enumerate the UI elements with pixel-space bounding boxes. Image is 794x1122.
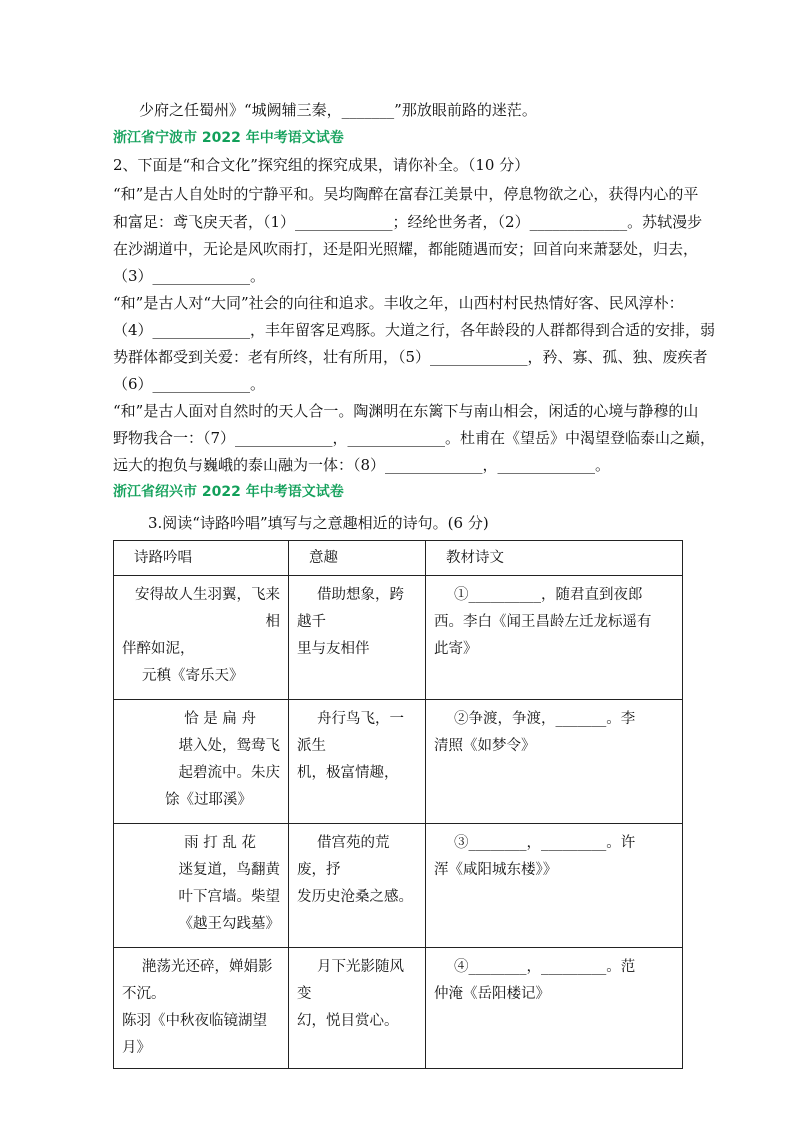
header-poem: 诗路吟唱: [114, 541, 289, 576]
textbook-cell: [426, 948, 683, 1069]
poem-cell: [114, 576, 289, 700]
poem-line: 迷复道，鸟翻黄: [178, 862, 280, 878]
text-line: 西。李白《闻王昌龄左迁龙标遥有: [434, 614, 652, 630]
table-row: [114, 576, 683, 700]
poem-line: 起碧流中。朱庆: [178, 765, 280, 781]
poem-cell: [114, 700, 289, 824]
text-line: ③________，_________。许: [454, 835, 636, 851]
poem-line: 元稹《寄乐天》: [142, 668, 244, 684]
q2-line: （3）_____________。: [113, 267, 266, 285]
meaning-line: 幻，悦目赏心。: [297, 1013, 399, 1029]
q2-line: “和”是古人面对自然时的天人合一。陶渊明在东篱下与南山相会，闲适的心境与静穆的山: [113, 402, 699, 420]
text-line: 此寄》: [434, 641, 478, 657]
q2-line: 野物我合一：（7）_____________，_____________。杜甫在《望岳》中渴望登临泰山之巅，: [113, 429, 716, 447]
poem-cell: [114, 948, 289, 1069]
q2-line: 远大的抱负与巍峨的泰山融为一体：（8）_____________，_____________。: [113, 456, 611, 474]
text-line: ②争渡，争渡，_______。李: [454, 711, 636, 727]
meaning-line: 舟行鸟飞，一派生: [297, 711, 404, 754]
section-title-shaoxing: 浙江省绍兴市 2022 年中考语文试卷: [113, 484, 344, 500]
text-line: 浑《咸阳城东楼》》: [434, 862, 558, 878]
poem-line: 滟荡光还碎，婵娟影不沉。: [122, 959, 273, 1002]
poem-line: 恰 是 扁 舟: [184, 711, 256, 727]
text-line: 清照《如梦令》: [434, 738, 536, 754]
textbook-cell: [426, 700, 683, 824]
poem-cell: [114, 824, 289, 948]
poem-line: 陈羽《中秋夜临镜湖望月》: [122, 1013, 267, 1056]
table-row: [114, 948, 683, 1069]
meaning-cell: [289, 576, 426, 700]
meaning-cell: [289, 948, 426, 1069]
meaning-cell: [289, 824, 426, 948]
text-line: ④________，_________。范: [454, 959, 636, 975]
header-meaning: 意趣: [289, 541, 426, 576]
q2-line: 在沙湖道中，无论是风吹雨打，还是阳光照耀，都能随遇而安；回首向来萧瑟处，归去，: [113, 240, 699, 258]
q2-line: “和”是古人自处时的宁静平和。吴均陶醉在富春江美景中，停息物欲之心，获得内心的平: [113, 185, 699, 203]
meaning-line: 借宫苑的荒废，抒: [297, 835, 390, 878]
table-header-row: [114, 541, 683, 576]
poem-line: 堪入处，鸳鸯飞: [178, 738, 280, 754]
meaning-line: 里与友相伴: [297, 641, 370, 657]
meaning-line: 借助想象，跨越千: [297, 587, 404, 630]
q2-line: “和”是古人对“大同”社会的向往和追求。丰收之年，山西村村民热情好客、民风淳朴：: [113, 294, 684, 312]
meaning-cell: [289, 700, 426, 824]
poetry-table: [113, 540, 683, 1069]
continuation-line: 少府之任蜀州》“城阙辅三秦，_______”那放眼前路的迷茫。: [139, 101, 537, 119]
poem-line: 雨 打 乱 花: [184, 835, 256, 851]
text-line: 仲淹《岳阳楼记》: [434, 986, 550, 1002]
poem-line: 安得故人生羽翼，飞来相: [135, 587, 280, 630]
textbook-cell: [426, 576, 683, 700]
table-row: [114, 824, 683, 948]
meaning-line: 机，极富情趣，: [297, 765, 399, 781]
q2-line: （6）_____________。: [113, 375, 266, 393]
q2-line: （4）_____________，丰年留客足鸡豚。大道之行，各年龄段的人群都得到合适的安排，弱: [113, 321, 716, 339]
q2-line: 势群体都受到关爱：老有所终，壮有所用，（5）_____________，矜、寡、孤、独、废疾者: [113, 348, 708, 366]
meaning-line: 发历史沧桑之感。: [297, 889, 413, 905]
poem-line: 叶下宫墙。柴望: [178, 889, 280, 905]
question-2-heading: 2、下面是“和合文化”探究组的探究成果，请你补全。（10 分）: [113, 156, 530, 174]
textbook-cell: [426, 824, 683, 948]
section-title-ningbo: 浙江省宁波市 2022 年中考语文试卷: [113, 130, 344, 146]
poem-line: 《越王勾践墓》: [178, 916, 280, 932]
question-3-heading: 3.阅读“诗路吟唱”填写与之意趣相近的诗句。(6 分): [148, 514, 489, 532]
poem-line: 伴醉如泥，: [122, 641, 195, 657]
poem-line: 馀《过耶溪》: [165, 792, 252, 808]
header-textbook: 教材诗文: [426, 541, 683, 576]
text-line: ①__________，随君直到夜郎: [454, 587, 643, 603]
meaning-line: 月下光影随风变: [297, 959, 404, 1002]
table-row: [114, 700, 683, 824]
q2-line: 和富足：鸢飞戾天者，（1）_____________；经纶世务者，（2）_____________。苏轼漫步: [113, 213, 703, 231]
